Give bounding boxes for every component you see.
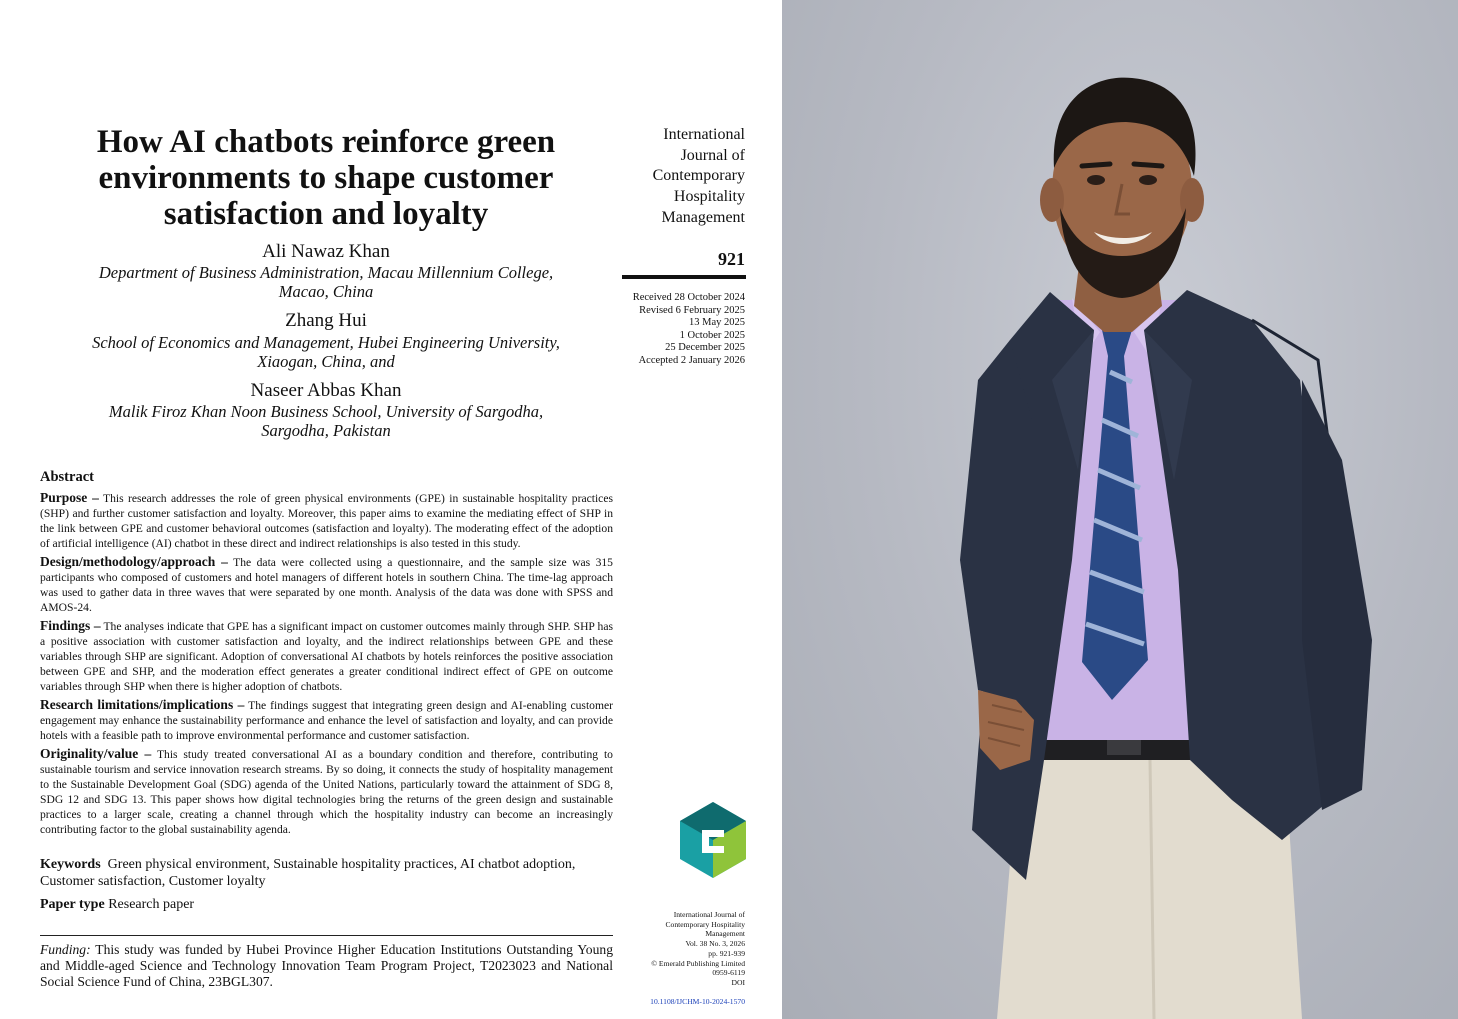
paper-type: Paper type Research paper <box>40 897 195 912</box>
abstract-originality: Originality/value – This study treated conversational AI as a boundary condition and therefore, contributing to sustainable tourism and service innovation research streams. By so doing, it connects the study of hospitality management to the Sustainable Development Goal (SDG) agenda of the United Nations, particularly toward the attainment of SDG 8, SDG 12 and SDG 13. This paper shows how digital technologies bring the returns of the green design and sustainable practices to a larger scale, creating a channel through which the hospitality industry can become an increasingly contributing factor to the global sustainability agenda. <box>40 746 613 836</box>
submission-dates: Received 28 October 2024 Revised 6 February 2025 13 May 2025 1 October 2025 25 December 2025 Accepted 2 January 2026 <box>632 292 745 366</box>
portrait-illustration <box>782 0 1458 1019</box>
abstract-purpose: Purpose – This research addresses the role of green physical environments (GPE) in sustainable hospitality practices (SHP) and further customer satisfaction and loyalty. Moreover, this paper aims to examine the mediating effect of SHP in the link between GPE and customer behavioral outcomes (satisfaction and loyalty). The moderating effect of the adoption of artificial intelligence (AI) chatbot in these direct and indirect relationships is also tested in this study. <box>40 490 613 550</box>
doi-line: DOI 10.1108/IJCHM-10-2024-1570 <box>600 978 745 1007</box>
page-number: 921 <box>718 249 745 269</box>
author-name: Zhang Hui <box>285 310 367 331</box>
funding-note: Funding: This study was funded by Hubei Province Higher Education Institutions Outstanding Young and Middle-aged Science and Technology Innovation Team Program Project, T2023023 and National Social Science Fund of China, 23BGL307. <box>40 942 613 989</box>
paper-title <box>56 124 596 232</box>
emerald-publishing-logo-icon <box>678 800 748 880</box>
author-affiliation: Department of Business Administration, Macau Millennium College, Macao, China <box>98 263 554 301</box>
author-affiliation: Malik Firoz Khan Noon Business School, University of Sargodha, Sargodha, Pakistan <box>108 402 544 440</box>
doi-link[interactable]: 10.1108/IJCHM-10-2024-1570 <box>650 997 745 1007</box>
abstract-research-limitations: Research limitations/implications – The findings suggest that integrating green design and AI-enabling customer engagement may enhance the sustainability performance and enhance the level of satisfaction and loyalty, and can provide hotels with a feasible path to improve environmental performance and customer satisfaction. <box>40 697 613 742</box>
keywords: Keywords Green physical environment, Sustainable hospitality practices, AI chatbot adoption, Customer satisfaction, Customer loyalty <box>40 857 576 889</box>
publication-info: International Journal of Contemporary Hospitality Management Vol. 38 No. 3, 2026 pp. 921-939 © Emerald Publishing Limited 0959-6119 DOI 10.1108/IJCHM-10-2024-1570 <box>600 910 745 1007</box>
author-name: Naseer Abbas Khan <box>250 380 402 401</box>
title-line: How AI chatbots reinforce green <box>96 124 556 160</box>
title-line: environments to shape customer <box>98 160 554 196</box>
title-line: satisfaction and loyalty <box>163 196 489 232</box>
abstract <box>40 468 613 840</box>
portrait-photo <box>782 0 1458 1019</box>
divider <box>622 275 746 279</box>
abstract-findings: Findings – The analyses indicate that GPE has a significant impact on customer outcomes mainly through SHP. SHP has a positive association with customer satisfaction and loyalty, and the indirect relationships between GPE and these variables through SHP are significant. Adoption of conversational AI chatbots by hotels reinforces the positive association between GPE and SHP, and the moderation effect generates a greater conditional indirect effect of GPE on outcome variables through SHP when there is higher adoption of chatbots. <box>40 618 613 693</box>
abstract-design: Design/methodology/approach – The data were collected using a questionnaire, and the sample size was 315 participants who composed of customers and hotel managers of different hotels in southern China. The time-lag approach was used to gather data in three waves that were separated by one month. Analysis of the data was done with SPSS and AMOS-24. <box>40 554 613 614</box>
author-affiliation: School of Economics and Management, Hubei Engineering University, Xiaogan, China, and <box>92 333 560 371</box>
footnote-divider <box>40 935 613 936</box>
author-name: Ali Nawaz Khan <box>262 241 390 262</box>
abstract-heading: Abstract <box>40 469 94 485</box>
journal-name: International Journal of Contemporary Hospitality Management <box>652 126 745 226</box>
